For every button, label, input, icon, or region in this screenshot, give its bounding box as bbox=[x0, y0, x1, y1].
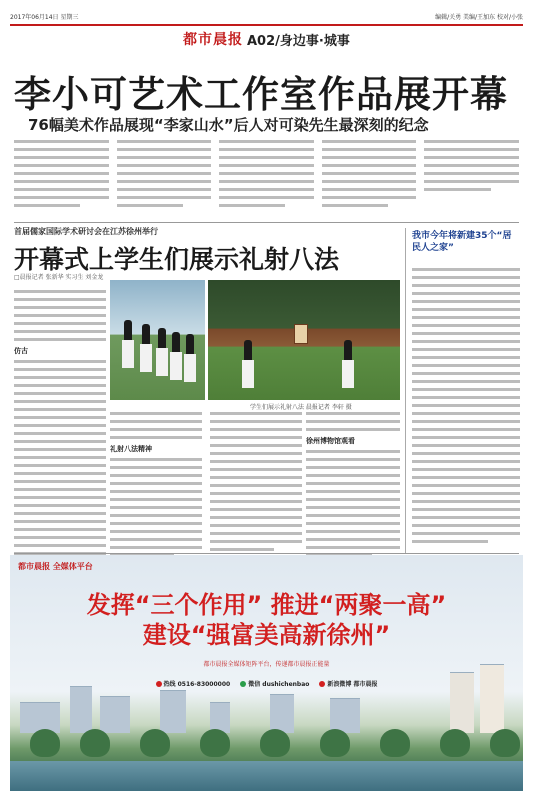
story1-subhead: 76幅美术作品展现“李家山水”后人对可染先生最深刻的纪念 bbox=[28, 116, 429, 134]
ad-slogan-line2: 建设“强富美高新徐州” bbox=[142, 621, 391, 649]
newspaper-brand: 都市晨报 bbox=[183, 32, 243, 48]
photo-caption: 学生们展示礼射八法 晨报记者 李轩 摄 bbox=[250, 404, 352, 411]
phone-icon bbox=[156, 681, 162, 687]
story2-body-col4 bbox=[306, 412, 400, 552]
masthead-rule bbox=[10, 24, 523, 26]
masthead-topbar bbox=[10, 12, 523, 22]
section-divider bbox=[14, 222, 519, 223]
story1-column bbox=[14, 140, 109, 220]
contact-wechat: 微信 dushichenbao bbox=[240, 679, 309, 688]
ad-brand: 都市晨报 全媒体平台 bbox=[18, 562, 93, 571]
story1-column bbox=[424, 140, 519, 220]
story1-headline: 李小可艺术工作室作品展开幕 bbox=[14, 73, 508, 116]
story2-byline: □晨报记者 张新华 实习生 刘金龙 bbox=[14, 274, 104, 281]
sidebar-title: 我市今年将新建35个“居民人之家” bbox=[412, 231, 512, 253]
lake bbox=[10, 761, 523, 791]
story1-body-columns bbox=[14, 140, 519, 220]
story1-column bbox=[322, 140, 417, 220]
story1-column bbox=[117, 140, 212, 220]
sidebar-rule bbox=[405, 228, 406, 553]
contact-weibo: 新浪微博 都市晨报 bbox=[319, 679, 377, 688]
story2-body-left bbox=[14, 290, 106, 550]
weibo-icon bbox=[319, 681, 325, 687]
advertisement bbox=[10, 555, 523, 791]
wechat-icon bbox=[240, 681, 246, 687]
ad-slogan-line1: 发挥“三个作用” 推进“两聚一高” bbox=[86, 591, 447, 619]
story2-kicker: 首届儒家国际学术研讨会在江苏徐州举行 bbox=[14, 227, 158, 236]
issue-date: 2017年06月14日 星期三 bbox=[10, 14, 79, 21]
sidebar-body bbox=[412, 268, 520, 553]
story1-column bbox=[219, 140, 314, 220]
story2-body-col2 bbox=[110, 412, 202, 552]
section-header bbox=[183, 30, 350, 48]
story2-subhead: 徐州博物馆观看 bbox=[306, 437, 355, 445]
story2-subhead: 仿古 bbox=[14, 347, 28, 355]
archery-photo-1 bbox=[110, 280, 205, 400]
page-section: A02/身边事·城事 bbox=[247, 33, 350, 49]
story2-subhead: 礼射八法精神 bbox=[110, 445, 152, 453]
contact-hotline: 热线 0516-83000000 bbox=[156, 679, 231, 688]
ad-tagline: 都市晨报全媒体矩阵平台，传递都市晨报正能量 bbox=[203, 661, 330, 668]
editor-credits: 编辑/关勇 美编/王加东 校对/小张 bbox=[435, 14, 523, 21]
section-divider bbox=[14, 553, 519, 554]
story2-headline: 开幕式上学生们展示礼射八法 bbox=[14, 245, 340, 274]
archery-photo-2 bbox=[208, 280, 400, 400]
story2-body-col3 bbox=[210, 412, 302, 552]
